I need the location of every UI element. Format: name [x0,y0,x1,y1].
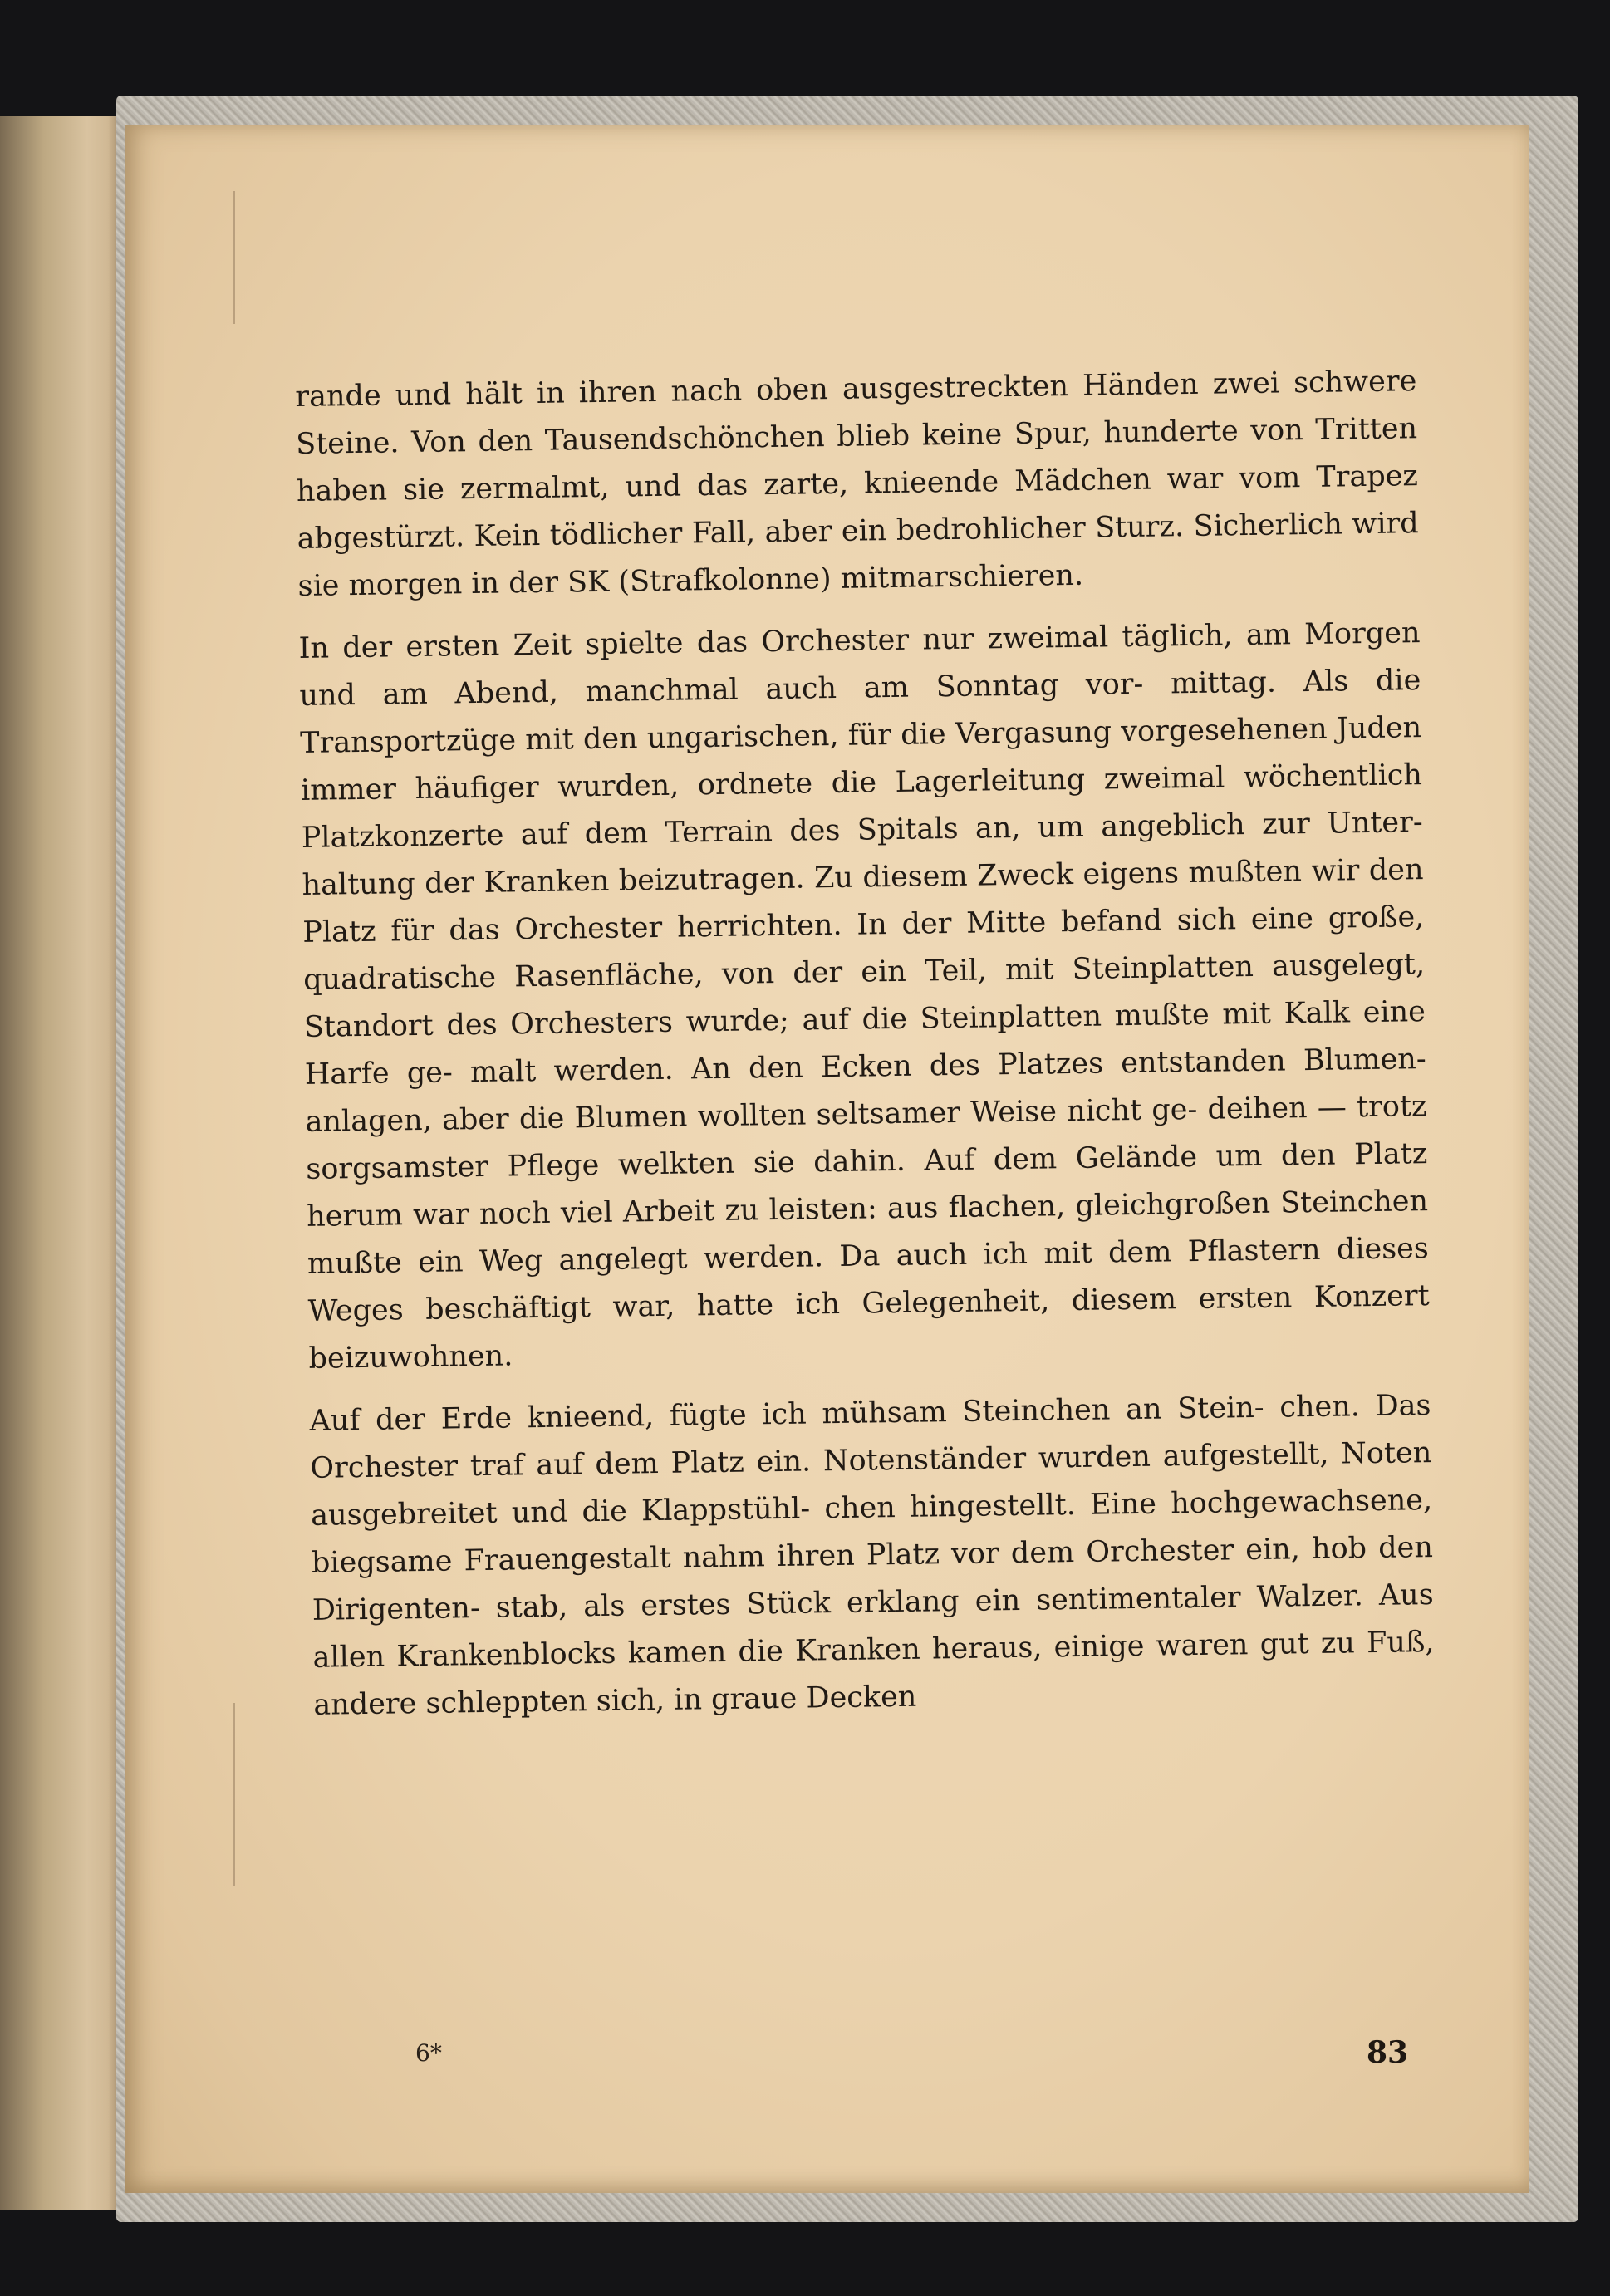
gutter-mark [233,1703,235,1886]
body-text [295,358,1436,1744]
paragraph: Auf der Erde knieend, fügte ich mühsam Steinchen an Stein- chen. Das Orchester traf auf dem Platz ein. Notenständer wurden aufgestellt, Noten ausgebreitet und die Klappstühl- chen hingestellt. Eine hochgewachsene, biegsame Frauengestalt nahm ihren Platz vor dem Orchester ein, hob den Dirigenten- stab, als erstes Stück erklang ein sentimentaler Walzer. Aus allen Krankenblocks kamen die Kranken heraus, einige waren gut zu Fuß, andere schleppten sich, in graue Decken [309,1389,1435,1722]
signature-mark: 6* [415,2039,442,2067]
paragraph: In der ersten Zeit spielte das Orchester nur zweimal täglich, am Morgen und am Abend, manchmal auch am Sonntag vor- mittag. Als die Transportzüge mit den ungarischen, für die Vergasung vorgesehenen Juden immer häufiger wurden, ordnete die Lagerleitung zweimal wöchentlich Platzkonzerte auf dem Terrain des Spitals an, um angeblich zur Unter- haltung der Kranken beizutragen. Zu diesem Zweck eigens mußten wir den Platz für das Orchester herrichten. In der Mitte befand sich eine große, quadratische Rasenfläche, von der ein Teil, mit Steinplatten ausgelegt, Standort des Orchesters wurde; auf die Steinplatten mußte mit Kalk eine Harfe ge- malt werden. An den Ecken des Platzes entstanden Blumen- anlagen, aber die Blumen wollten seltsamer Weise nicht ge- deihen — trotz sorgsamster Pflege welkten sie dahin. Auf dem Gelände um den Platz herum war noch viel Arbeit zu leisten: aus flachen, gleichgroßen Steinchen mußte ein Weg angelegt werden. Da auch ich mit dem Pflastern dieses Weges beschäftigt war, hatte ich Gelegenheit, diesem ersten Konzert beizuwohnen. [298,616,1430,1376]
page-number: 83 [1367,2035,1409,2070]
left-page-edge [0,116,125,2210]
gutter-mark [233,191,235,324]
paragraph: rande und hält in ihren nach oben ausgestreckten Händen zwei schwere Steine. Von den Tausendschönchen blieb keine Spur, hunderte von Tritten haben sie zermalmt, und das zarte, knieende Mädchen war vom Trapez abgestürzt. Kein tödlicher Fall, aber ein bedrohlicher Sturz. Sicherlich wird sie morgen in der SK (Strafkolonne) mitmarschieren. [295,365,1419,603]
book-page [125,125,1529,2193]
